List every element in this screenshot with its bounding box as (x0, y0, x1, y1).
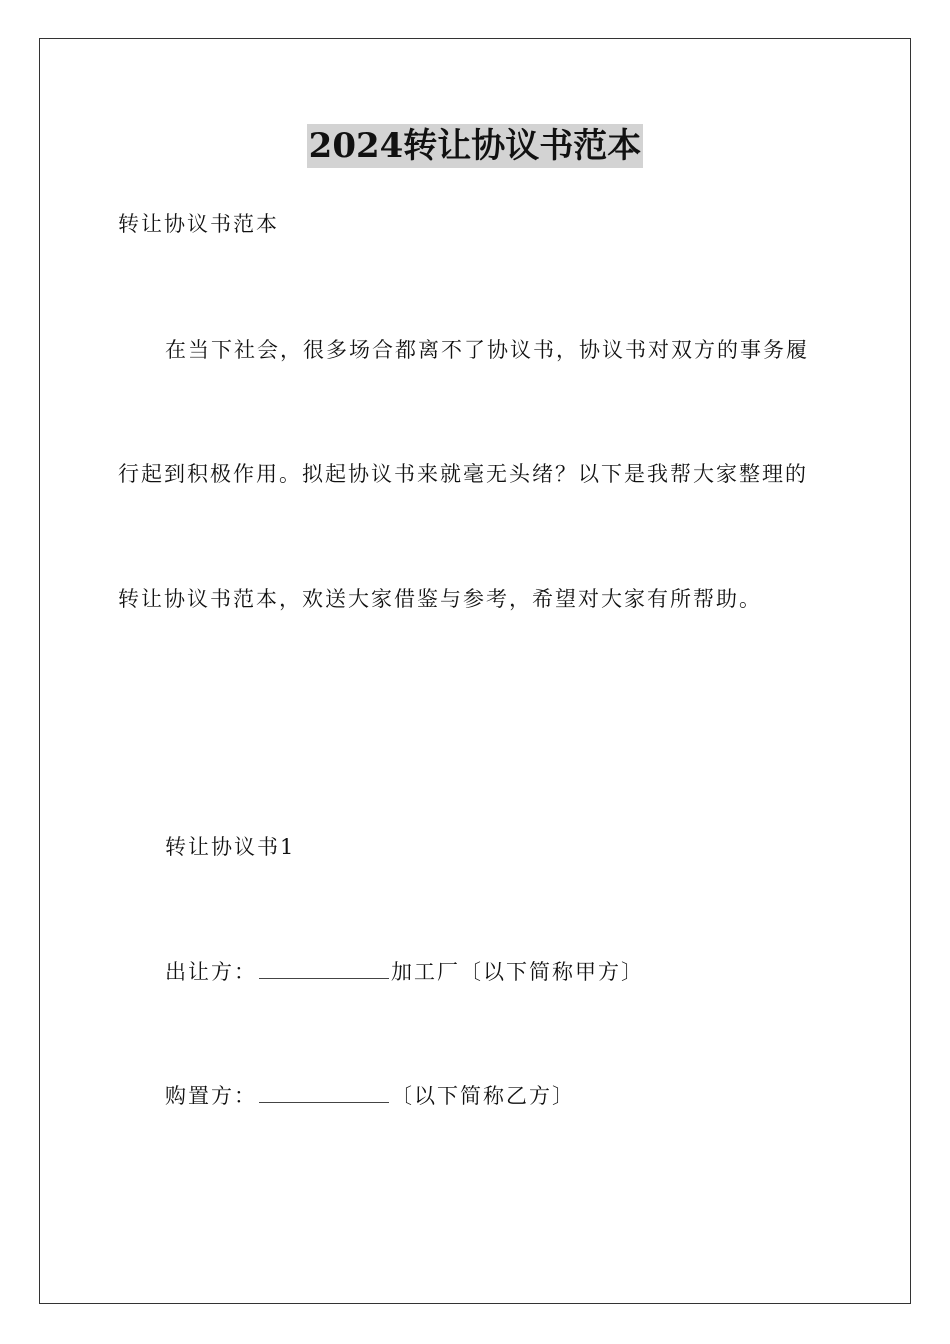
transferor-blank-field (259, 956, 389, 979)
title-container (0, 124, 950, 168)
purchaser-suffix: 〔以下简称乙方〕 (391, 1084, 575, 1108)
document-title: 2024转让协议书范本 (308, 126, 642, 166)
section-heading: 转让协议书1 (165, 835, 296, 859)
intro-line-2: 行起到积极作用。拟起协议书来就毫无头绪？以下是我帮大家整理的 (118, 462, 808, 486)
document-subtitle: 转让协议书范本 (118, 212, 279, 236)
intro-line-1: 在当下社会，很多场合都离不了协议书，协议书对双方的事务履 (165, 338, 809, 362)
purchaser-label: 购置方： (165, 1084, 257, 1108)
transferor-label: 出让方： (165, 960, 257, 984)
intro-line-3: 转让协议书范本，欢送大家借鉴与参考，希望对大家有所帮助。 (118, 587, 762, 611)
transferor-line (165, 956, 644, 987)
purchaser-blank-field (259, 1080, 389, 1103)
purchaser-line (165, 1080, 575, 1111)
transferor-suffix: 加工厂〔以下简称甲方〕 (391, 960, 644, 984)
